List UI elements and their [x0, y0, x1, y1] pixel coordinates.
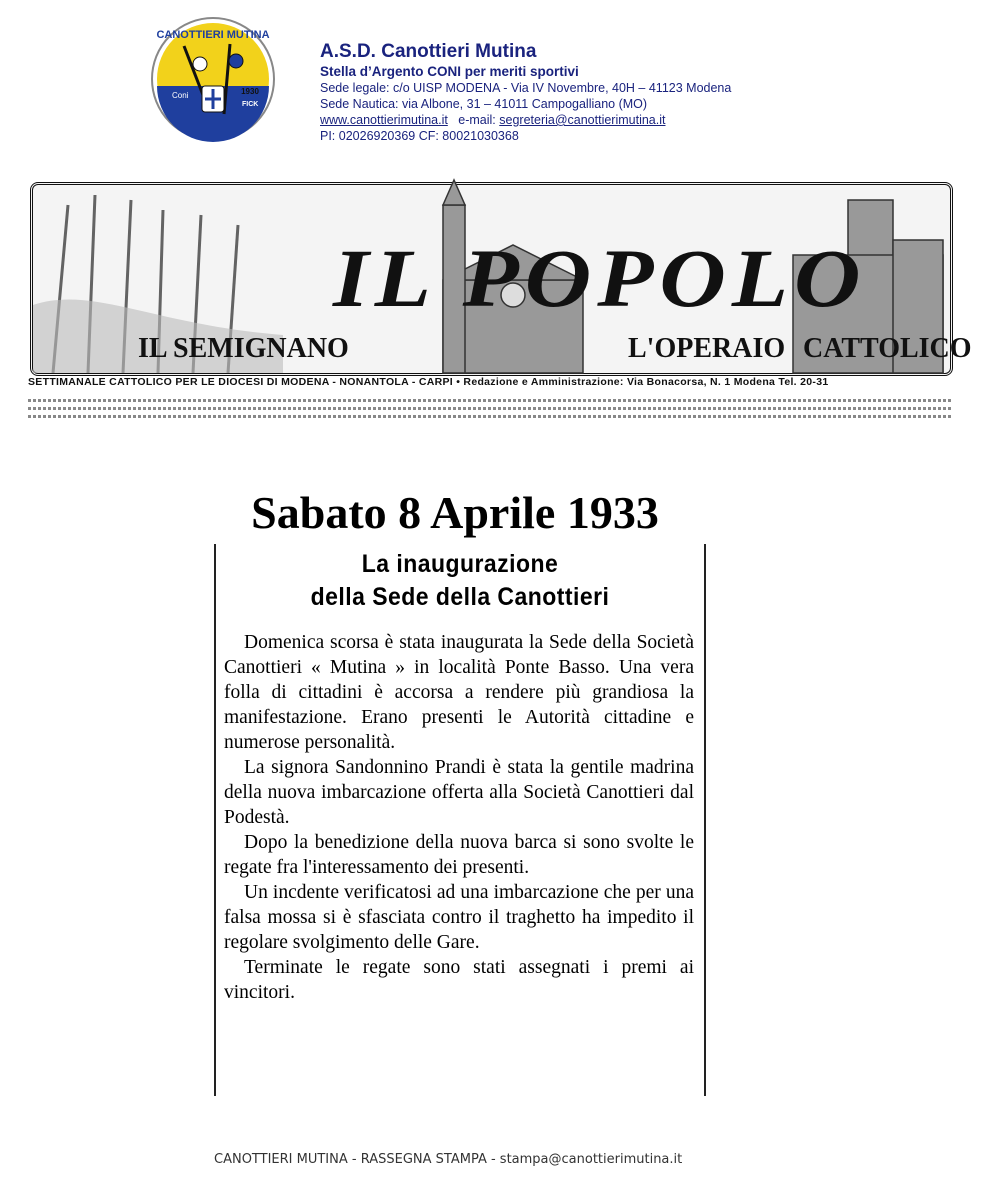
- masthead-right-subtitle: CATTOLICO: [803, 333, 972, 364]
- date-heading: Sabato 8 Aprile 1933: [251, 487, 659, 538]
- logo-badge-fick: FICK: [242, 101, 259, 108]
- article-body: [224, 630, 694, 1005]
- footer-press-review: CANOTTIERI MUTINA - RASSEGNA STAMPA - stampa@canottierimutina.it: [214, 1152, 683, 1167]
- masthead-fine-print: [28, 394, 951, 424]
- email-label: e-mail:: [458, 113, 496, 127]
- article-title-line-2: della Sede della Canottieri: [310, 583, 610, 611]
- org-contacts: [320, 112, 731, 128]
- article-paragraph: Dopo la benedizione della nuova barca si sono svolte le regate fra l'interessamento dei presenti.: [224, 832, 694, 878]
- org-nautical-address: Sede Nautica: via Albone, 31 – 41011 Campogalliano (MO): [320, 97, 648, 111]
- org-fiscal-codes: PI: 02026920369 CF: 80021030368: [320, 129, 519, 143]
- masthead-frame: [30, 182, 972, 376]
- article-title-line-1: La inaugurazione: [361, 550, 559, 578]
- club-logo: [150, 16, 276, 142]
- article-paragraph: Un incdente verificatosi ad una imbarcazione che per una falsa mossa si è sfasciata contro il traghetto ha impedito il regolare svolgimento delle Gare.: [224, 882, 694, 953]
- masthead-topline: [28, 158, 951, 176]
- masthead-title: IL POPOLO: [333, 232, 867, 324]
- logo-badge-coni: Coni: [172, 91, 189, 100]
- article-paragraph: La signora Sandonnino Prandi è stata la gentile madrina della nuova imbarcazione offerta alla Società Canottieri dal Podestà.: [224, 757, 694, 828]
- organization-info: [320, 40, 731, 144]
- logo-year: 1930: [241, 87, 259, 96]
- email-link[interactable]: segreteria@canottierimutina.it: [499, 113, 666, 127]
- org-award: Stella d’Argento CONI per meriti sportivi: [320, 64, 579, 79]
- logo-text: CANOTTIERI MUTINA: [156, 29, 270, 41]
- org-legal-address: Sede legale: c/o UISP MODENA - Via IV Novembre, 40H – 41123 Modena: [320, 81, 732, 95]
- article-title: [236, 548, 685, 614]
- article-paragraph: Domenica scorsa è stata inaugurata la Sede della Società Canottieri « Mutina » in località Ponte Basso. Una vera folla di cittadini è accorsa a rendere più grandiosa la manifestazione. Erano presenti le Autorità cittadine e numerose personalità.: [224, 632, 694, 753]
- article-paragraph: Terminate le regate sono stati assegnati i premi ai vincitori.: [224, 957, 694, 1003]
- masthead-left-subtitle: IL SEMIGNANO: [138, 333, 349, 364]
- masthead-info-bar: SETTIMANALE CATTOLICO PER LE DIOCESI DI MODENA - NONANTOLA - CARPI • Redazione e Amministrazione: Via Bonacorsa, N. 1 Modena Tel. 20-31: [28, 376, 829, 388]
- masthead-mid-subtitle: L'OPERAIO: [628, 333, 786, 364]
- newspaper-masthead: [22, 158, 972, 430]
- website-link[interactable]: www.canottierimutina.it: [320, 113, 448, 127]
- article-clipping: [214, 544, 706, 1096]
- org-name: A.S.D. Canottieri Mutina: [320, 41, 537, 62]
